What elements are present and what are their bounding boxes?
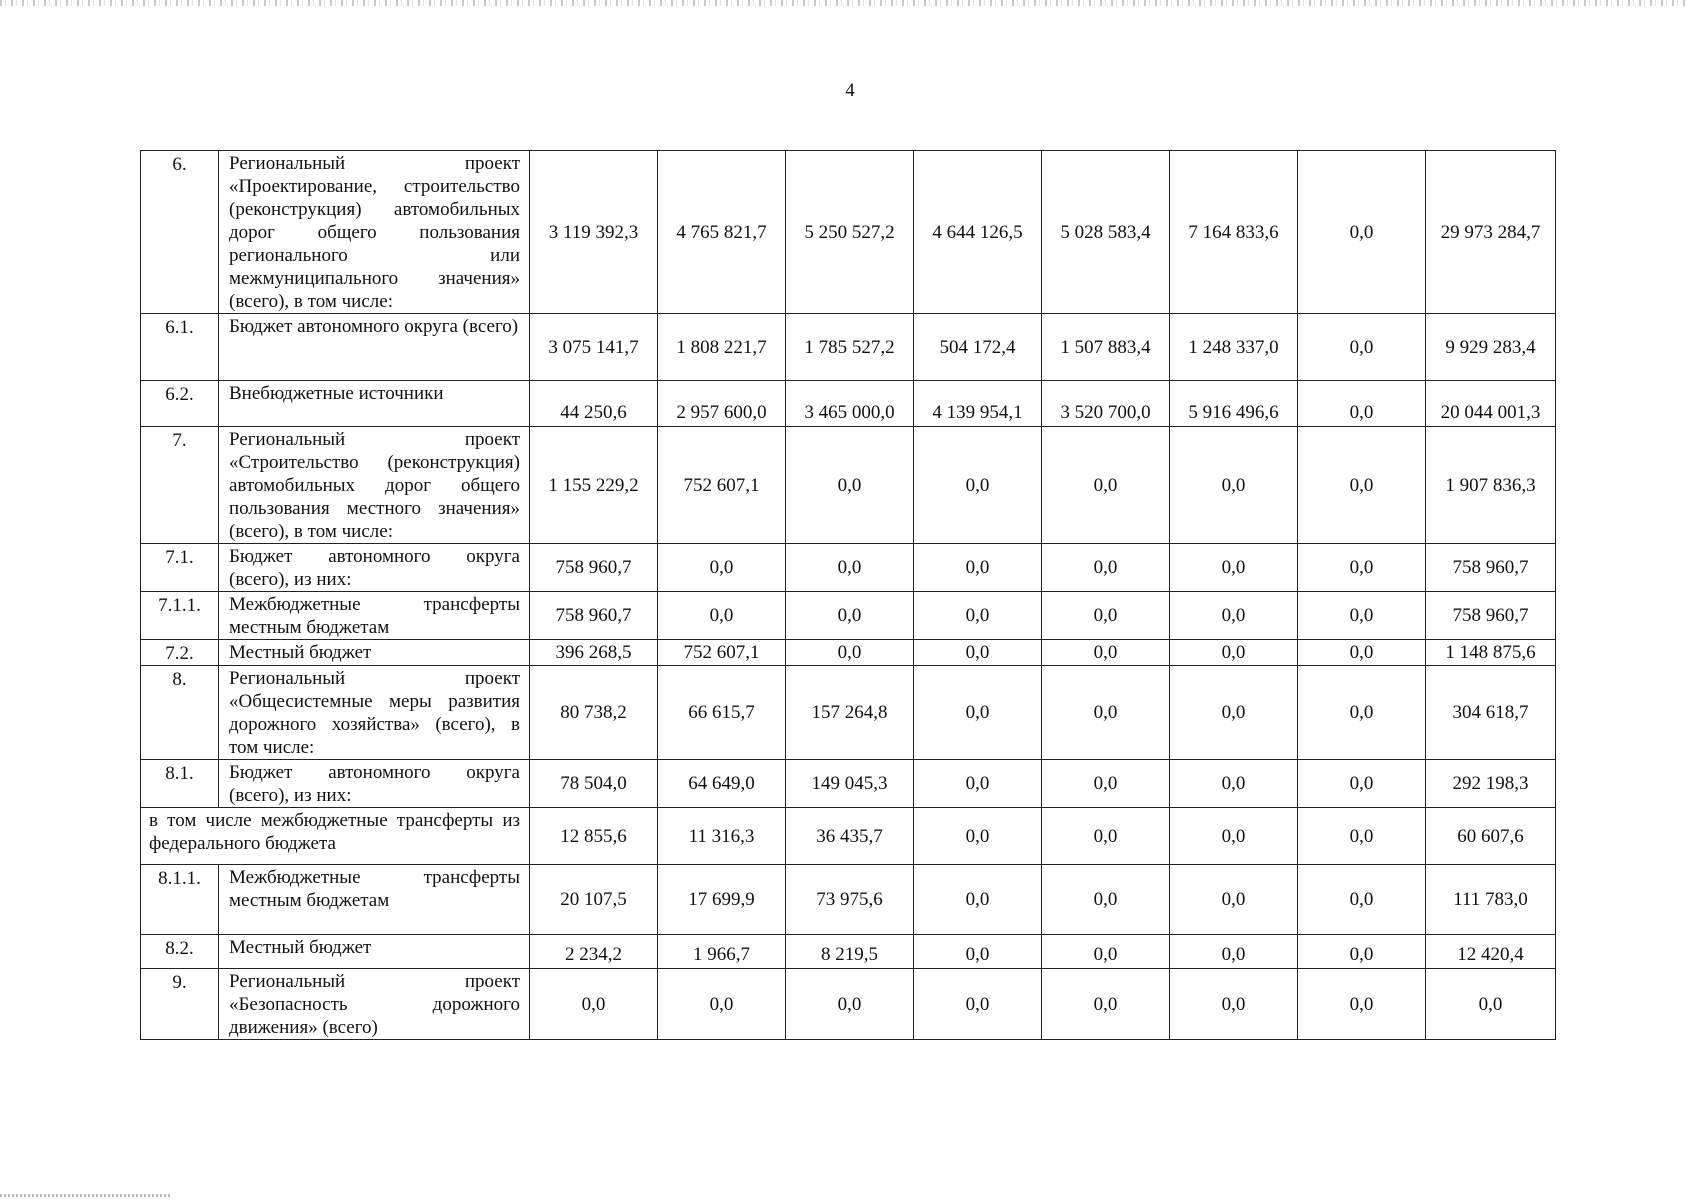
total-cell: 0,0	[1426, 969, 1556, 1040]
value-cell: 0,0	[1298, 427, 1426, 544]
value-cell: 0,0	[914, 666, 1042, 760]
value-cell: 1 507 883,4	[1042, 314, 1170, 381]
value-cell: 0,0	[1170, 592, 1298, 640]
value-cell: 0,0	[914, 544, 1042, 592]
table-row	[141, 865, 1556, 935]
table-row	[141, 151, 1556, 314]
value-cell: 36 435,7	[786, 808, 914, 865]
value-cell: 1 808 221,7	[658, 314, 786, 381]
value-cell: 0,0	[914, 935, 1042, 969]
total-cell: 111 783,0	[1426, 865, 1556, 935]
value-cell: 0,0	[786, 544, 914, 592]
value-cell: 12 855,6	[530, 808, 658, 865]
value-cell: 157 264,8	[786, 666, 914, 760]
row-number: 7.1.1.	[141, 592, 219, 640]
value-cell: 8 219,5	[786, 935, 914, 969]
table-row	[141, 935, 1556, 969]
table-row	[141, 969, 1556, 1040]
value-cell: 0,0	[1298, 381, 1426, 427]
value-cell: 3 520 700,0	[1042, 381, 1170, 427]
row-number: 9.	[141, 969, 219, 1040]
value-cell: 44 250,6	[530, 381, 658, 427]
row-number: 8.2.	[141, 935, 219, 969]
value-cell: 0,0	[1298, 760, 1426, 808]
value-cell: 0,0	[1042, 935, 1170, 969]
value-cell: 0,0	[1298, 592, 1426, 640]
total-cell: 758 960,7	[1426, 544, 1556, 592]
value-cell: 0,0	[786, 427, 914, 544]
value-cell: 4 644 126,5	[914, 151, 1042, 314]
row-name: Бюджет автономного округа (всего), из них:	[219, 760, 530, 808]
row-number: 8.1.1.	[141, 865, 219, 935]
row-number: 8.1.	[141, 760, 219, 808]
row-number: 6.2.	[141, 381, 219, 427]
value-cell: 0,0	[914, 808, 1042, 865]
value-cell: 2 234,2	[530, 935, 658, 969]
value-cell: 0,0	[1170, 808, 1298, 865]
row-name: Бюджет автономного округа (всего), из них:	[219, 544, 530, 592]
value-cell: 0,0	[1170, 865, 1298, 935]
value-cell: 1 248 337,0	[1170, 314, 1298, 381]
value-cell: 3 119 392,3	[530, 151, 658, 314]
row-number: 7.2.	[141, 640, 219, 666]
value-cell: 0,0	[786, 969, 914, 1040]
row-name: Внебюджетные источники	[219, 381, 530, 427]
value-cell: 0,0	[914, 969, 1042, 1040]
value-cell: 752 607,1	[658, 427, 786, 544]
total-cell: 60 607,6	[1426, 808, 1556, 865]
value-cell: 0,0	[1042, 808, 1170, 865]
total-cell: 12 420,4	[1426, 935, 1556, 969]
value-cell: 0,0	[1170, 760, 1298, 808]
value-cell: 0,0	[1042, 427, 1170, 544]
value-cell: 7 164 833,6	[1170, 151, 1298, 314]
value-cell: 0,0	[914, 640, 1042, 666]
table-row	[141, 427, 1556, 544]
value-cell: 0,0	[914, 592, 1042, 640]
value-cell: 0,0	[1298, 314, 1426, 381]
table-row	[141, 640, 1556, 666]
total-cell: 20 044 001,3	[1426, 381, 1556, 427]
value-cell: 1 155 229,2	[530, 427, 658, 544]
scan-edge-artifact	[0, 0, 1686, 6]
row-name: Межбюджетные трансферты местным бюджетам	[219, 592, 530, 640]
value-cell: 0,0	[1170, 640, 1298, 666]
value-cell: 5 250 527,2	[786, 151, 914, 314]
value-cell: 0,0	[1170, 427, 1298, 544]
value-cell: 0,0	[1042, 544, 1170, 592]
value-cell: 0,0	[786, 640, 914, 666]
table-row	[141, 544, 1556, 592]
value-cell: 149 045,3	[786, 760, 914, 808]
value-cell: 0,0	[1170, 544, 1298, 592]
row-number: 8.	[141, 666, 219, 760]
value-cell: 64 649,0	[658, 760, 786, 808]
value-cell: 0,0	[658, 544, 786, 592]
value-cell: 0,0	[1042, 969, 1170, 1040]
total-cell: 1 907 836,3	[1426, 427, 1556, 544]
table-row	[141, 314, 1556, 381]
value-cell: 0,0	[1170, 666, 1298, 760]
value-cell: 0,0	[1042, 865, 1170, 935]
row-name: Местный бюджет	[219, 640, 530, 666]
value-cell: 5 916 496,6	[1170, 381, 1298, 427]
value-cell: 66 615,7	[658, 666, 786, 760]
value-cell: 20 107,5	[530, 865, 658, 935]
value-cell: 78 504,0	[530, 760, 658, 808]
value-cell: 396 268,5	[530, 640, 658, 666]
value-cell: 0,0	[1298, 865, 1426, 935]
value-cell: 0,0	[914, 865, 1042, 935]
row-name: Межбюджетные трансферты местным бюджетам	[219, 865, 530, 935]
row-name: Региональный проект «Общесистемные меры развития дорожного хозяйства» (всего), в том числе:	[219, 666, 530, 760]
budget-table	[140, 150, 1556, 1040]
total-cell: 9 929 283,4	[1426, 314, 1556, 381]
value-cell: 0,0	[914, 427, 1042, 544]
row-number: 7.	[141, 427, 219, 544]
row-number: 7.1.	[141, 544, 219, 592]
total-cell: 1 148 875,6	[1426, 640, 1556, 666]
value-cell: 73 975,6	[786, 865, 914, 935]
value-cell: 0,0	[1042, 666, 1170, 760]
value-cell: 0,0	[786, 592, 914, 640]
value-cell: 3 465 000,0	[786, 381, 914, 427]
value-cell: 0,0	[1298, 969, 1426, 1040]
value-cell: 5 028 583,4	[1042, 151, 1170, 314]
value-cell: 1 785 527,2	[786, 314, 914, 381]
value-cell: 0,0	[1298, 640, 1426, 666]
row-name: Местный бюджет	[219, 935, 530, 969]
value-cell: 3 075 141,7	[530, 314, 658, 381]
value-cell: 0,0	[1042, 640, 1170, 666]
row-number: 6.1.	[141, 314, 219, 381]
value-cell: 0,0	[1298, 151, 1426, 314]
row-number: 6.	[141, 151, 219, 314]
value-cell: 0,0	[1298, 935, 1426, 969]
value-cell: 758 960,7	[530, 592, 658, 640]
value-cell: 2 957 600,0	[658, 381, 786, 427]
value-cell: 4 139 954,1	[914, 381, 1042, 427]
value-cell: 0,0	[1298, 808, 1426, 865]
value-cell: 0,0	[1170, 969, 1298, 1040]
value-cell: 0,0	[1298, 666, 1426, 760]
row-name: Региональный проект «Проектирование, строительство (реконструкция) автомобильных дорог общего пользования регионального или межмуниципального значения» (всего), в том числе:	[219, 151, 530, 314]
total-cell: 758 960,7	[1426, 592, 1556, 640]
value-cell: 504 172,4	[914, 314, 1042, 381]
table-row	[141, 666, 1556, 760]
value-cell: 0,0	[658, 969, 786, 1040]
row-name: Региональный проект «Строительство (реконструкция) автомобильных дорог общего пользования местного значения» (всего), в том числе:	[219, 427, 530, 544]
page-number: 4	[845, 80, 855, 101]
value-cell: 0,0	[530, 969, 658, 1040]
value-cell: 0,0	[658, 592, 786, 640]
value-cell: 1 966,7	[658, 935, 786, 969]
value-cell: 0,0	[914, 760, 1042, 808]
scan-edge-artifact	[0, 1194, 170, 1197]
value-cell: 11 316,3	[658, 808, 786, 865]
total-cell: 29 973 284,7	[1426, 151, 1556, 314]
value-cell: 752 607,1	[658, 640, 786, 666]
row-name: Бюджет автономного округа (всего)	[219, 314, 530, 381]
total-cell: 304 618,7	[1426, 666, 1556, 760]
value-cell: 0,0	[1042, 760, 1170, 808]
value-cell: 80 738,2	[530, 666, 658, 760]
row-name: Региональный проект «Безопасность дорожного движения» (всего)	[219, 969, 530, 1040]
value-cell: 758 960,7	[530, 544, 658, 592]
value-cell: 0,0	[1042, 592, 1170, 640]
value-cell: 0,0	[1298, 544, 1426, 592]
value-cell: 17 699,9	[658, 865, 786, 935]
value-cell: 0,0	[1170, 935, 1298, 969]
table-row	[141, 760, 1556, 808]
table-row	[141, 808, 1556, 865]
table-row	[141, 592, 1556, 640]
total-cell: 292 198,3	[1426, 760, 1556, 808]
row-name: в том числе межбюджетные трансферты из федерального бюджета	[141, 808, 530, 865]
value-cell: 4 765 821,7	[658, 151, 786, 314]
table-row	[141, 381, 1556, 427]
